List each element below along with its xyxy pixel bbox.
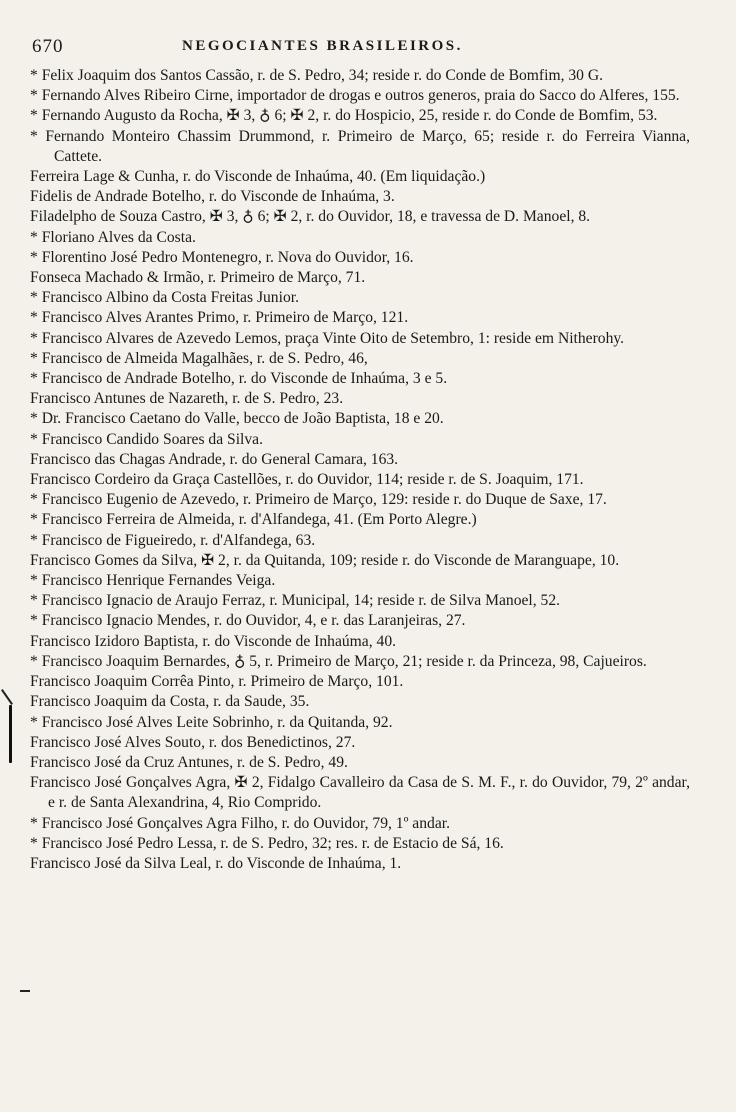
list-item: * Francisco de Figueiredo, r. d'Alfandega, 63. bbox=[30, 531, 316, 549]
page-number: 670 bbox=[32, 36, 64, 57]
list-item: Francisco Joaquim da Costa, r. da Saude, 35. bbox=[30, 693, 310, 711]
list-item: * Floriano Alves da Costa. bbox=[30, 228, 196, 246]
list-item: * Fernando Augusto da Rocha, ✠ 3, ♁ 6; ✠ 2, r. do Hospicio, 25, reside r. do Conde de Bomfim, 53. bbox=[30, 107, 658, 125]
list-item: * Francisco de Andrade Botelho, r. do Visconde de Inhaúma, 3 e 5. bbox=[30, 370, 448, 388]
list-item: Francisco das Chagas Andrade, r. do General Camara, 163. bbox=[30, 450, 399, 468]
margin-bracket-mark bbox=[9, 705, 12, 763]
list-item: Ferreira Lage & Cunha, r. do Visconde de Inhaúma, 40. (Em liquidação.) bbox=[30, 168, 486, 186]
list-item: * Francisco José Gonçalves Agra Filho, r. do Ouvidor, 79, 1º andar. bbox=[30, 814, 450, 832]
list-item: * Francisco de Almeida Magalhães, r. de S. Pedro, 46, bbox=[30, 349, 368, 367]
list-item: * Francisco Eugenio de Azevedo, r. Primeiro de Março, 129: reside r. do Duque de Saxe, 17. bbox=[30, 491, 607, 509]
list-item: Francisco Gomes da Silva, ✠ 2, r. da Quitanda, 109; reside r. do Visconde de Maranguape, 10. bbox=[30, 551, 620, 569]
list-item: Francisco José da Cruz Antunes, r. de S. Pedro, 49. bbox=[30, 753, 348, 771]
margin-tick-mark bbox=[1, 689, 13, 705]
list-item: * Francisco Candido Soares da Silva. bbox=[30, 430, 264, 448]
list-item: * Fernando Alves Ribeiro Cirne, importador de drogas e outros generos, praia do Sacco do Alferes, 155. bbox=[30, 87, 680, 105]
list-item: * Francisco Ferreira de Almeida, r. d'Alfandega, 41. (Em Porto Alegre.) bbox=[30, 511, 477, 529]
list-item: * Fernando Monteiro Chassim Drummond, r. Primeiro de Março, 65; reside r. do Ferreira Vianna, Cattete. bbox=[30, 127, 690, 165]
list-item: Francisco José Alves Souto, r. dos Benedictinos, 27. bbox=[30, 733, 356, 751]
running-title: NEGOCIANTES BRASILEIROS. bbox=[182, 38, 463, 54]
list-item: * Francisco Henrique Fernandes Veiga. bbox=[30, 572, 276, 590]
list-item: Fonseca Machado & Irmão, r. Primeiro de Março, 71. bbox=[30, 269, 366, 287]
list-item: Francisco Antunes de Nazareth, r. de S. Pedro, 23. bbox=[30, 390, 344, 408]
list-item: * Francisco José Alves Leite Sobrinho, r. da Quitanda, 92. bbox=[30, 713, 393, 731]
list-item: * Francisco José Pedro Lessa, r. de S. Pedro, 32; res. r. de Estacio de Sá, 16. bbox=[30, 834, 504, 852]
list-item: Fidelis de Andrade Botelho, r. do Visconde de Inhaúma, 3. bbox=[30, 188, 395, 206]
list-item: * Florentino José Pedro Montenegro, r. Nova do Ouvidor, 16. bbox=[30, 248, 414, 266]
list-item: Francisco José Gonçalves Agra, ✠ 2, Fidalgo Cavalleiro da Casa de S. M. F., r. do Ouvidor, 79, 2º andar, e r. de Santa Alexandrina, 4, Rio Comprido. bbox=[30, 774, 690, 812]
list-item: Filadelpho de Souza Castro, ✠ 3, ♁ 6; ✠ 2, r. do Ouvidor, 18, e travessa de D. Manoel, 8. bbox=[30, 208, 591, 226]
margin-dash-mark bbox=[20, 990, 30, 992]
list-item: Francisco José da Silva Leal, r. do Visconde de Inhaúma, 1. bbox=[30, 854, 402, 872]
list-item: * Francisco Albino da Costa Freitas Junior. bbox=[30, 289, 299, 307]
list-item: * Francisco Ignacio Mendes, r. do Ouvidor, 4, e r. das Laranjeiras, 27. bbox=[30, 612, 466, 630]
list-item: * Dr. Francisco Caetano do Valle, becco de João Baptista, 18 e 20. bbox=[30, 410, 444, 428]
list-item: Francisco Izidoro Baptista, r. do Visconde de Inhaúma, 40. bbox=[30, 632, 397, 650]
page-header bbox=[32, 34, 696, 62]
list-item: Francisco Joaquim Corrêa Pinto, r. Primeiro de Março, 101. bbox=[30, 673, 404, 691]
merchant-list bbox=[30, 66, 690, 874]
list-item: Francisco Cordeiro da Graça Castellões, r. do Ouvidor, 114; reside r. de S. Joaquim, 171. bbox=[30, 471, 584, 489]
list-item: * Francisco Ignacio de Araujo Ferraz, r. Municipal, 14; reside r. de Silva Manoel, 52. bbox=[30, 592, 561, 610]
list-item: * Francisco Alves Arantes Primo, r. Primeiro de Março, 121. bbox=[30, 309, 409, 327]
list-item: * Francisco Joaquim Bernardes, ♁ 5, r. Primeiro de Março, 21; reside r. da Princeza, 98, Cajueiros. bbox=[30, 652, 647, 670]
list-item: * Francisco Alvares de Azevedo Lemos, praça Vinte Oito de Setembro, 1: reside em Nitherohy. bbox=[30, 329, 625, 347]
list-item: * Felix Joaquim dos Santos Cassão, r. de S. Pedro, 34; reside r. do Conde de Bomfim, 30 G. bbox=[30, 67, 604, 84]
